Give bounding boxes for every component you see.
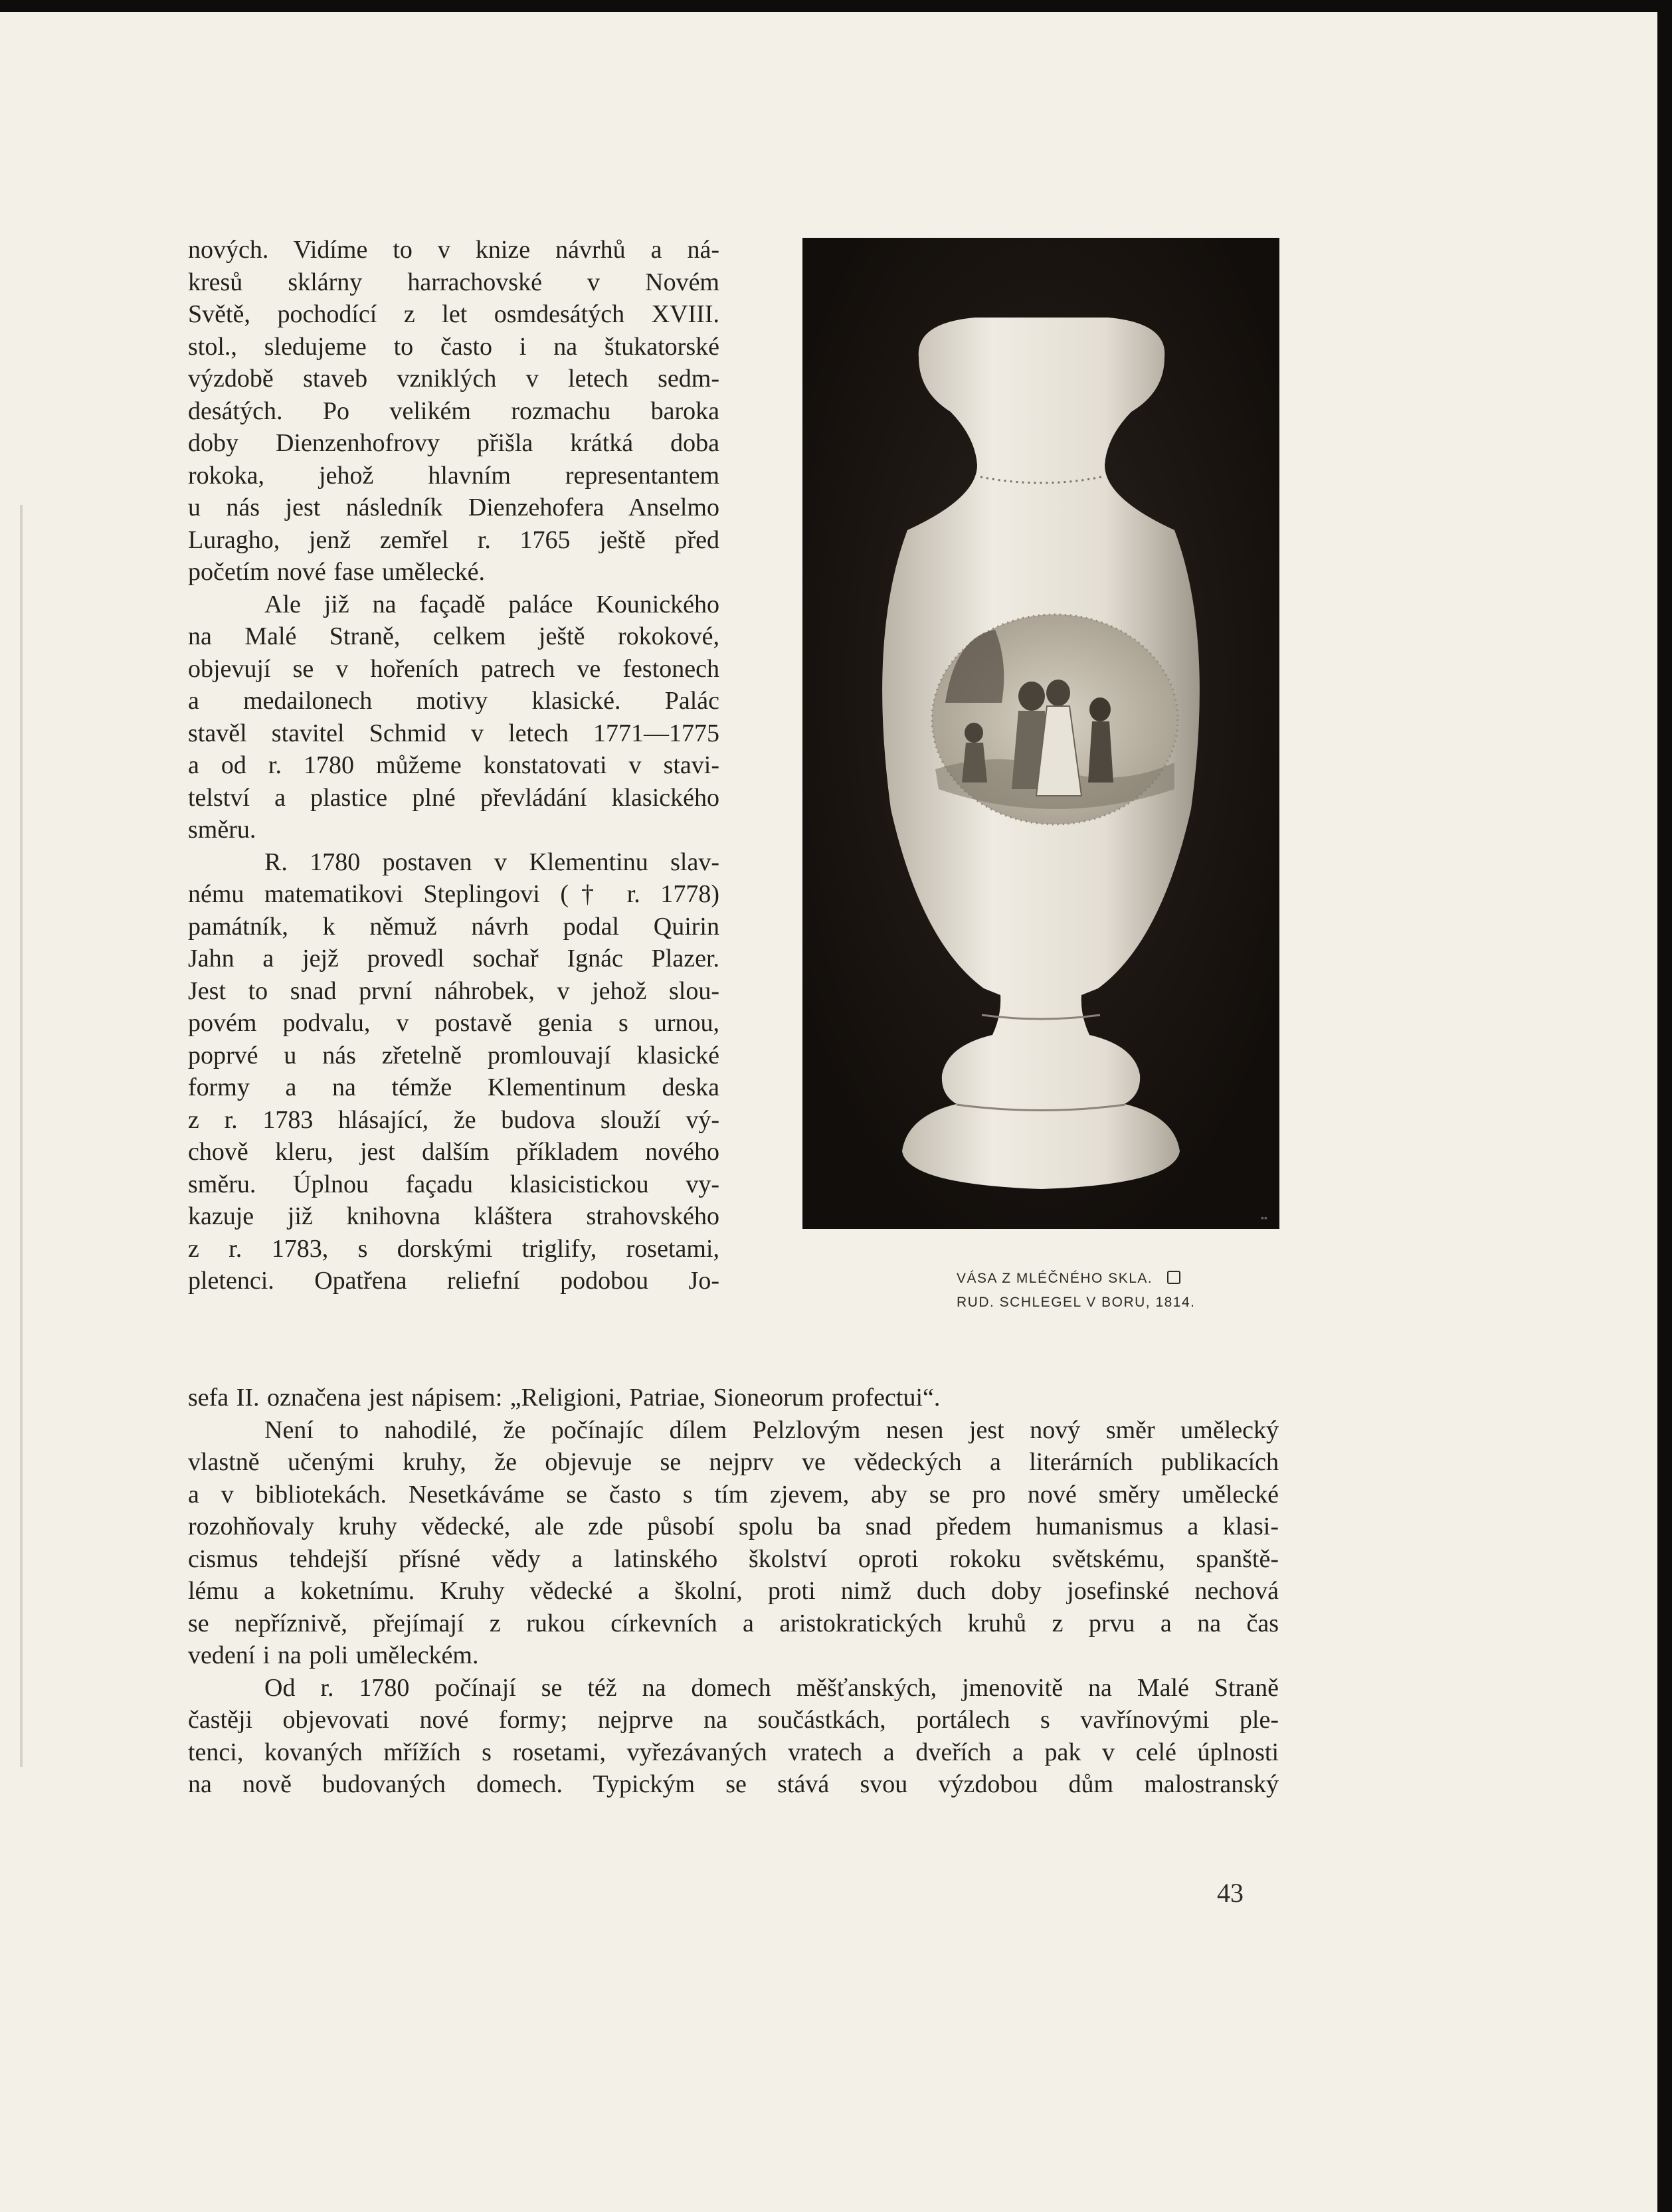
text-line: chově kleru, jest dalším příkladem nového — [188, 1138, 719, 1166]
text-line: R. 1780 postaven v Klementinu slav- — [264, 848, 719, 876]
text-line: kresů sklárny harrachovské v Novém — [188, 268, 719, 296]
text-line: stol., sledujeme to často i na štukatorské — [188, 332, 719, 361]
text-line: se nepříznivě, přejímají z rukou církevních a aristokratických kruhů z prvu a na čas — [188, 1609, 1279, 1637]
text-line: Od r. 1780 počínají se též na domech měšťanských, jmenovitě na Malé Straně — [264, 1673, 1279, 1702]
text-line: nému matematikovi Steplingovi († r. 1778) — [188, 880, 719, 908]
text-line: doby Dienzenhofrovy přišla krátká doba — [188, 429, 719, 457]
text-line: z r. 1783 hlásající, že budova slouží vý- — [188, 1105, 719, 1134]
text-line: sefa II. označena jest nápisem: „Religioni, Patriae, Sioneorum profectui“. — [188, 1384, 941, 1412]
text-line: Jest to snad první náhrobek, v jehož slou- — [188, 976, 719, 1005]
page-number: 43 — [1217, 1878, 1244, 1908]
text-line: a medailonech motivy klasické. Palác — [188, 687, 719, 715]
narrow-column-text — [188, 234, 719, 1297]
text-line: a v bibliotekách. Nesetkáváme se často s tím zjevem, aby se pro nové směry umělecké — [188, 1480, 1279, 1509]
caption-line-2: RUD. SCHLEGEL V BORU, 1814. — [957, 1295, 1196, 1310]
text-line: výzdobě staveb vzniklých v letech sedm- — [188, 365, 719, 393]
caption-line-1: VÁSA Z MLÉČNÉHO SKLA. — [957, 1271, 1153, 1286]
text-line: desátých. Po velikém rozmachu baroka — [188, 397, 719, 425]
text-line: povém podvalu, v postavě genia s urnou, — [188, 1009, 719, 1037]
text-line: cismus tehdejší přísné vědy a latinského školství oproti rokoku světskému, spanště- — [188, 1544, 1279, 1573]
text-line: a od r. 1780 můžeme konstatovati v stavi- — [188, 751, 719, 779]
text-line: památník, k němuž návrh podal Quirin — [188, 912, 719, 941]
caption-square-icon — [1167, 1271, 1180, 1284]
text-line: Ale již na façadě paláce Kounického — [264, 590, 719, 618]
text-line: Luragho, jenž zemřel r. 1765 ještě před — [188, 525, 719, 554]
text-line: rokoka, jehož hlavním representantem — [188, 461, 719, 490]
text-line: Není to nahodilé, že počínajíc dílem Pelzlovým nesen jest nový směr umělecký — [264, 1416, 1279, 1444]
text-line: početím nové fase umělecké. — [188, 558, 486, 586]
text-line: stavěl stavitel Schmid v letech 1771—1775 — [188, 719, 719, 747]
wide-column-text — [188, 1382, 1279, 1801]
text-line: formy a na témže Klementinum deska — [188, 1073, 719, 1101]
text-line: směru. Úplnou façadu klasicistickou vy- — [188, 1170, 719, 1198]
text-line: objevují se v hořeních patrech ve festonech — [188, 654, 719, 683]
text-line: pletenci. Opatřena reliefní podobou Jo- — [188, 1267, 719, 1295]
text-line: Jahn a jejž provedl sochař Ignác Plazer. — [188, 945, 719, 972]
text-line: rozohňovaly kruhy vědecké, ale zde působí spolu ba snad předem humanismus a klasi- — [188, 1513, 1279, 1540]
text-line: u nás jest následník Dienzehofera Anselmo — [188, 494, 719, 521]
text-line: lému a koketnímu. Kruhy vědecké a školní, proti nimž duch doby josefinské nechová — [188, 1577, 1279, 1605]
text-line: kazuje již knihovna kláštera strahovského — [188, 1202, 719, 1230]
scan-right-edge — [1657, 0, 1672, 2212]
text-line: z r. 1783, s dorskými triglify, rosetami, — [188, 1234, 719, 1263]
text-line: tenci, kovaných mřížích s rosetami, vyřezávaných vratech a dveřích a pak v celé úplnosti — [188, 1738, 1279, 1766]
text-line: nových. Vidíme to v knize návrhů a ná- — [188, 236, 719, 264]
text-line: směru. — [188, 816, 256, 844]
photo-credit-mark: ▪▪ — [1261, 1212, 1267, 1223]
vase-photograph — [802, 238, 1279, 1229]
text-line: vlastně učenými kruhy, že objevuje se nejprv ve vědeckých a literárních publikacích — [188, 1448, 1279, 1476]
binding-gutter — [20, 505, 23, 1767]
text-line: častěji objevovati nové formy; nejprve na součástkách, portálech s vavřínovými ple- — [188, 1706, 1279, 1734]
figure-caption — [957, 1267, 1302, 1315]
scan-top-edge — [0, 0, 1672, 12]
text-line: poprvé u nás zřetelně promlouvají klasické — [188, 1041, 719, 1069]
text-line: na Malé Straně, celkem ještě rokokové, — [188, 622, 719, 650]
text-line: na nově budovaných domech. Typickým se stává svou výzdobou dům malostranský — [188, 1770, 1279, 1798]
text-line: telství a plastice plné převládání klasického — [188, 783, 719, 812]
text-line: Světě, pochodící z let osmdesátých XVIII. — [188, 300, 719, 328]
text-line: vedení i na poli uměleckém. — [188, 1641, 479, 1669]
